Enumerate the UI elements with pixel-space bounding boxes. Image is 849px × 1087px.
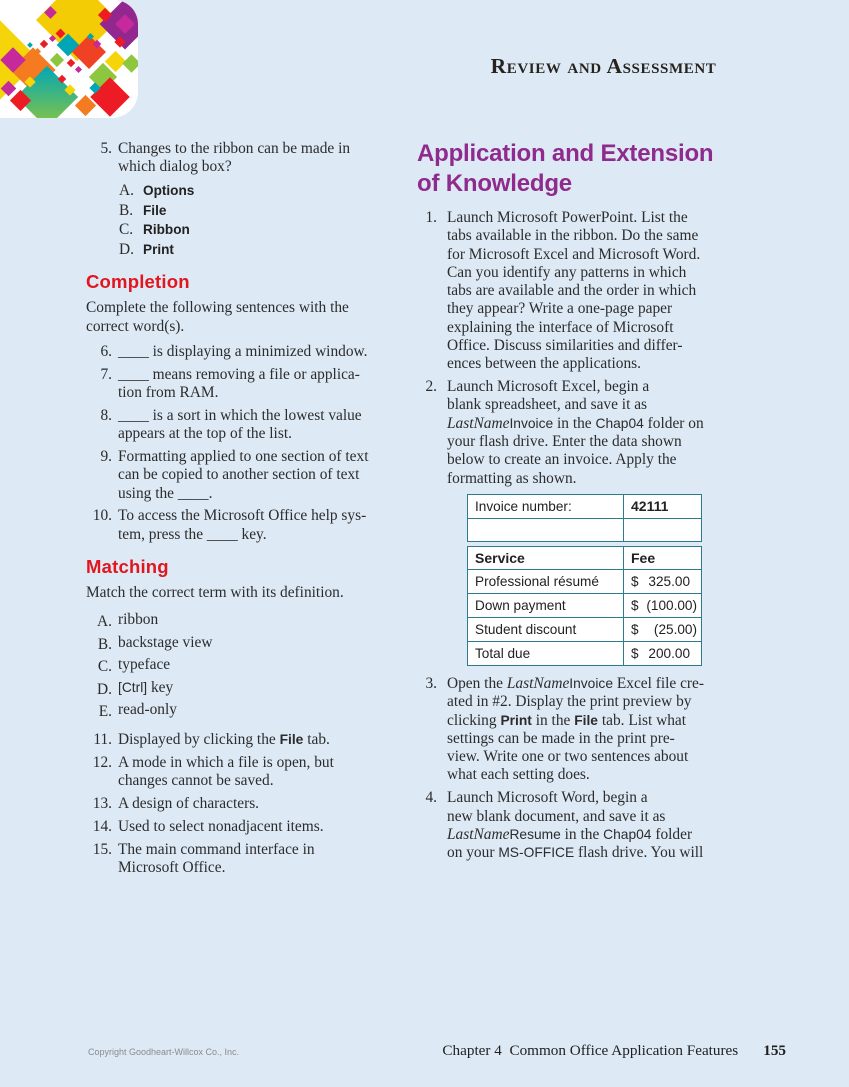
list-item <box>86 731 416 749</box>
invoice-label-cell: Down payment <box>468 594 624 617</box>
item-number: 1. <box>425 209 437 226</box>
list-item <box>86 343 416 361</box>
item-number: 6. <box>100 343 112 361</box>
invoice-value-cell: Fee <box>631 549 656 566</box>
list-item <box>86 818 416 836</box>
item-text: Launch Microsoft Word, begin a new blank document, and save it as LastNameResume in the Chap04 folder on your MS-OFFICE flash drive. You will <box>447 789 704 862</box>
invoice-top-block <box>467 494 702 542</box>
invoice-label-cell <box>468 519 624 541</box>
item-text: Launch Microsoft PowerPoint. List the tabs available in the ribbon. Do the same for Microsoft Excel and Microsoft Word. Can you identify any patterns in which tabs are available and the order in which they appear? Write a one-page paper explaining the interface of Microsoft Office. Discuss similarities and differ- ences between the applications. <box>447 209 701 373</box>
matching-term <box>86 679 416 701</box>
list-item <box>417 209 765 374</box>
invoice-value-cell: $ (25.00) <box>631 621 697 637</box>
item-text: The main command interface in Microsoft Office. <box>118 840 315 877</box>
term-letter: E. <box>98 702 112 720</box>
copyright-text: Copyright Goodheart-Willcox Co., Inc. <box>88 1047 240 1057</box>
choice-label: File <box>143 202 167 218</box>
footer-right <box>442 1042 786 1060</box>
matching-intro: Match the correct term with its definition. <box>86 584 344 602</box>
matching-term <box>86 634 416 656</box>
item-number: 12. <box>92 754 112 772</box>
matching-term <box>86 701 416 723</box>
term-text: ribbon <box>118 611 159 629</box>
item-text: Used to select nonadjacent items. <box>118 818 324 836</box>
invoice-row <box>468 518 701 541</box>
page-number: 155 <box>763 1042 786 1059</box>
item-text: A design of characters. <box>118 795 260 813</box>
term-letter: D. <box>97 680 112 698</box>
answer-choice <box>119 240 416 260</box>
list-item <box>417 378 765 488</box>
item-number: 14. <box>92 818 112 836</box>
matching-term <box>86 656 416 678</box>
choice-letter: C. <box>119 221 134 239</box>
item-number: 10. <box>92 507 112 525</box>
diamond-shape <box>74 65 81 72</box>
choice-letter: B. <box>119 201 134 219</box>
invoice-row <box>468 569 701 593</box>
list-item <box>86 507 416 544</box>
diamond-shape <box>122 54 138 72</box>
list-item <box>86 754 416 791</box>
choice-label: Ribbon <box>143 222 190 238</box>
list-item <box>86 841 416 878</box>
list-item <box>86 407 416 444</box>
invoice-value-cell: $ 200.00 <box>631 645 690 661</box>
question-item <box>86 140 416 177</box>
term-text: backstage view <box>118 633 213 651</box>
completion-items <box>86 343 416 544</box>
knowledge-items-top <box>417 209 765 488</box>
invoice-row <box>468 641 701 665</box>
item-number: 3. <box>425 674 437 692</box>
right-column <box>417 139 765 867</box>
list-item <box>417 675 765 785</box>
diamond-shape <box>67 59 75 67</box>
item-text: To access the Microsoft Office help sys- tem, press the ____ key. <box>118 507 367 543</box>
page-title: Review and Assessment <box>490 54 717 78</box>
choice-letter: D. <box>119 240 134 258</box>
list-item <box>417 789 765 862</box>
term-letter: B. <box>97 635 112 653</box>
invoice-value-cell: $ 325.00 <box>631 573 690 589</box>
invoice-label-cell: Service <box>468 547 624 569</box>
item-text: Launch Microsoft Excel, begin a blank spreadsheet, and save it as LastNameInvoice in the Chap04 folder on your flash drive. Enter the data shown below to create an invoice. Apply the formatting as shown. <box>447 378 704 487</box>
invoice-main-block <box>467 546 702 666</box>
answer-choices <box>86 181 416 259</box>
invoice-row <box>468 593 701 617</box>
item-number: 7. <box>100 365 112 383</box>
choice-letter: A. <box>119 182 134 200</box>
question-number: 5. <box>100 140 112 157</box>
item-text: ____ is displaying a minimized window. <box>118 343 368 361</box>
term-text: typeface <box>118 656 171 674</box>
invoice-value-cell <box>624 519 701 541</box>
item-text: Formatting applied to one section of text can be copied to another section of text using the ____. <box>118 448 369 502</box>
term-text: [Ctrl] key <box>118 678 174 696</box>
item-number: 11. <box>93 731 112 749</box>
answer-choice <box>119 220 416 240</box>
item-number: 9. <box>100 448 112 466</box>
item-text: ____ means removing a file or applica- tion from RAM. <box>118 365 360 402</box>
invoice-label-cell: Invoice number: <box>468 495 624 518</box>
matching-items <box>86 731 416 877</box>
chapter-title: Chapter 4 Common Office Application Features <box>442 1042 739 1059</box>
invoice-row <box>468 495 701 518</box>
item-text: A mode in which a file is open, but changes cannot be saved. <box>118 754 334 790</box>
item-number: 4. <box>425 789 437 807</box>
diamond-shape <box>50 53 64 67</box>
invoice-table <box>467 494 702 666</box>
matching-terms <box>86 611 416 723</box>
choice-label: Print <box>143 241 174 257</box>
invoice-row <box>468 547 701 569</box>
question-text: Changes to the ribbon can be made in which dialog box? <box>118 140 351 176</box>
invoice-label-cell: Professional résumé <box>468 570 624 593</box>
term-letter: C. <box>97 658 112 676</box>
diamond-shape <box>40 40 48 48</box>
completion-heading: Completion <box>86 271 190 293</box>
item-number: 15. <box>92 840 112 858</box>
answer-choice <box>119 201 416 221</box>
list-item <box>86 795 416 813</box>
item-number: 13. <box>92 795 112 813</box>
term-text: read-only <box>118 700 177 718</box>
confetti-diamonds-graphic <box>0 0 138 118</box>
completion-intro: Complete the following sentences with the correct word(s). <box>86 299 349 335</box>
left-column <box>86 140 416 882</box>
item-text: Displayed by clicking the File tab. <box>118 731 330 749</box>
matching-heading: Matching <box>86 556 169 578</box>
item-number: 2. <box>425 378 437 396</box>
answer-choice <box>119 181 416 201</box>
invoice-row <box>468 617 701 641</box>
knowledge-items-bottom <box>417 675 765 862</box>
matching-term <box>86 611 416 633</box>
choice-label: Options <box>143 183 195 199</box>
invoice-value-cell: $ (100.00) <box>631 597 697 613</box>
term-letter: A. <box>97 613 112 631</box>
item-text: ____ is a sort in which the lowest value appears at the top of the list. <box>118 406 362 443</box>
list-item <box>86 366 416 403</box>
invoice-value-cell: 42111 <box>631 498 669 515</box>
invoice-label-cell: Total due <box>468 642 624 665</box>
invoice-label-cell: Student discount <box>468 618 624 641</box>
knowledge-heading: Application and Extension of Knowledge <box>417 140 714 197</box>
list-item <box>86 448 416 503</box>
item-text: Open the LastNameInvoice Excel file cre- ated in #2. Display the print preview by clicking Print in the File tab. List what settings can be made in the print pre- view. Write one or two sentences about what each setting does. <box>447 674 704 784</box>
item-number: 8. <box>100 406 112 424</box>
